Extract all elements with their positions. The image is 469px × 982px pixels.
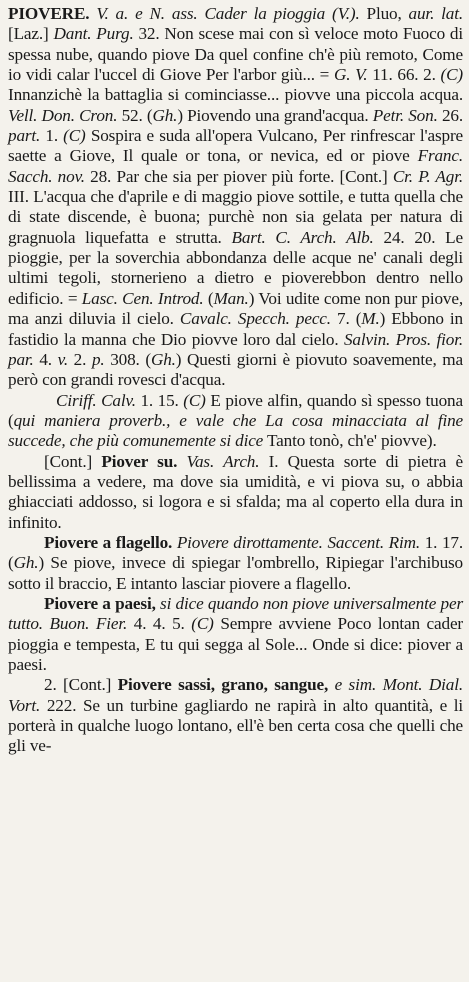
text-segment: 1. 17. ( <box>8 532 463 573</box>
entry-piover-su <box>8 452 463 533</box>
text-segment: 4. <box>33 349 58 369</box>
headword: PIOVERE. <box>8 4 90 23</box>
headword: Piovere a paesi, <box>44 593 156 613</box>
text-segment: ) Piovendo una grand'acqua. <box>177 105 373 125</box>
italic-segment: v. <box>57 349 68 369</box>
text-segment: ) Se piove, invece di spiegar l'ombrello, Ripiegar l'archibuso sotto il braccio, E intanto lasciar piovere a flagello. <box>8 553 463 593</box>
italic-segment: e sim. Mont. Dial. Vort. <box>8 675 463 715</box>
text-segment: III. L'acqua che d'aprile e di maggio piove sottile, e tutta quella che di state discende, è buona; purchè non sia gelata per natura di gragnuola liquefatta e strutta. <box>8 187 463 247</box>
italic-segment: Bart. C. Arch. Alb. <box>231 227 374 247</box>
italic-segment: Dant. Purg. <box>53 24 134 44</box>
italic-segment: G. V. <box>333 65 368 85</box>
italic-segment: M. <box>361 309 380 329</box>
entry-piovere <box>8 4 463 391</box>
text-segment: 1. 15. <box>135 390 184 410</box>
italic-segment: Vell. Don. Cron. <box>8 105 118 125</box>
italic-segment: aur. lat. <box>408 4 463 23</box>
italic-segment: Franc. Sacch. nov. <box>8 146 463 186</box>
text-segment: 2. [Cont.] <box>44 675 118 695</box>
text-segment: 4. 4. 5. <box>127 614 192 634</box>
text-segment: Sospira e suda all'opera Vulcano, Per rinfrescar l'aspre saette a Giove, Il quale or tona, or nevica, ed or piove <box>8 126 463 166</box>
italic-segment: (C) <box>183 390 206 410</box>
italic-segment: part. <box>8 126 41 146</box>
text-segment: 222. Se un turbine gagliardo ne rapirà in alto quantità, e li porterà in qualche luogo lontano, ell'è ben certa cosa che quelli che gli ve- <box>8 695 463 756</box>
text-segment: 7. ( <box>330 309 362 329</box>
text-segment: Tanto tonò, ch'e' piovve). <box>263 431 437 451</box>
italic-segment: si dice quando non piove universalmente per tutto. Buon. Fier. <box>8 593 463 634</box>
text-segment: 2. <box>67 349 92 369</box>
text-segment: 11. 66. 2. <box>367 65 441 85</box>
italic-segment: Lasc. Cen. Introd. <box>81 288 204 308</box>
text-segment: 26. <box>437 105 463 125</box>
entry-piovere-a-paesi <box>8 594 463 675</box>
italic-segment: Gh. <box>152 105 178 125</box>
text-segment: ( <box>203 288 214 308</box>
italic-segment: Vas. Arch. <box>177 451 260 471</box>
italic-segment: Gh. <box>150 349 176 369</box>
italic-segment: (C) <box>191 614 214 634</box>
text-segment: I. Questa sorte di pietra è bellissima a vedere, ma dove sia umidità, e vi piova su, o abbia ghiacciati addosso, si logora e si sfalda; ma al coperto ella dura in infinito. <box>8 451 463 532</box>
text-segment: ) Questi giorni è piovuto soavemente, ma però con grandi rovesci d'acqua. <box>8 349 463 390</box>
entry-piovere-a-flagello <box>8 533 463 594</box>
italic-segment: Cavalc. Specch. pecc. <box>179 309 331 329</box>
text-segment: E piove alfin, quando sì spesso tuona ( <box>8 390 463 430</box>
text-segment: [Cont.] <box>44 451 102 471</box>
headword: Piover su. <box>101 451 178 471</box>
italic-segment: qui maniera proverb., e vale che La cosa minacciata al fine succede, che più comunemente si dice <box>8 410 463 451</box>
italic-segment: Man. <box>213 288 249 308</box>
italic-segment: (C) <box>440 65 463 85</box>
entry-ciriff-calv <box>8 391 463 452</box>
text-segment: Innanzichè la battaglia si cominciasse... piovve una piccola acqua. <box>8 85 463 105</box>
text-segment: 24. 20. Le pioggie, per la soverchia abbondanza delle acque ne' canali degli ultimi tegoli, stornerieno a dietro e pioverebbon dentro nello edificio. = <box>8 227 463 308</box>
text-segment: 52. ( <box>117 105 153 125</box>
text-segment: 1. <box>40 126 64 146</box>
italic-segment: Ciriff. Calv. <box>56 390 136 410</box>
italic-segment: (C) <box>63 126 86 146</box>
italic-segment: p. <box>91 349 105 369</box>
italic-segment: Piovere dirottamente. Saccent. Rim. <box>172 532 421 552</box>
text-segment: 28. Par che sia per piover più forte. [Cont.] <box>84 166 393 186</box>
italic-segment: Gh. <box>13 553 39 573</box>
italic-segment: V. a. e N. ass. Cader la pioggia (V.). <box>89 4 360 23</box>
text-segment: ) Ebbono in fastidio la manna che Dio piovve loro dal cielo. <box>8 309 463 349</box>
italic-segment: Salvin. Pros. fior. par. <box>8 329 464 369</box>
headword: Piovere a flagello. <box>44 532 173 552</box>
text-segment: 308. ( <box>104 349 151 369</box>
text-segment: 32. Non scese mai con sì veloce moto Fuoco di spessa nube, quando piove Da quel confine ch'è più remoto, Come io vidi calar l'uccel di Giove Per l'arbor giù... = <box>8 24 463 85</box>
text-segment: Pluo, <box>359 4 409 23</box>
text-segment: ) Voi udite come non pur piove, ma anzi diluvia il cielo. <box>8 288 463 329</box>
italic-segment: Petr. Son. <box>372 105 438 125</box>
entry-piovere-sassi <box>8 675 463 756</box>
headword: Piovere sassi, grano, sangue, <box>117 675 329 695</box>
text-segment: [Laz.] <box>8 24 54 44</box>
italic-segment: Cr. P. Agr. <box>392 166 463 186</box>
text-segment: Sempre avviene Poco lontan cader pioggia e tempesta, E tu qui segga al Sole... Onde si dice: piover a paesi. <box>8 614 463 674</box>
